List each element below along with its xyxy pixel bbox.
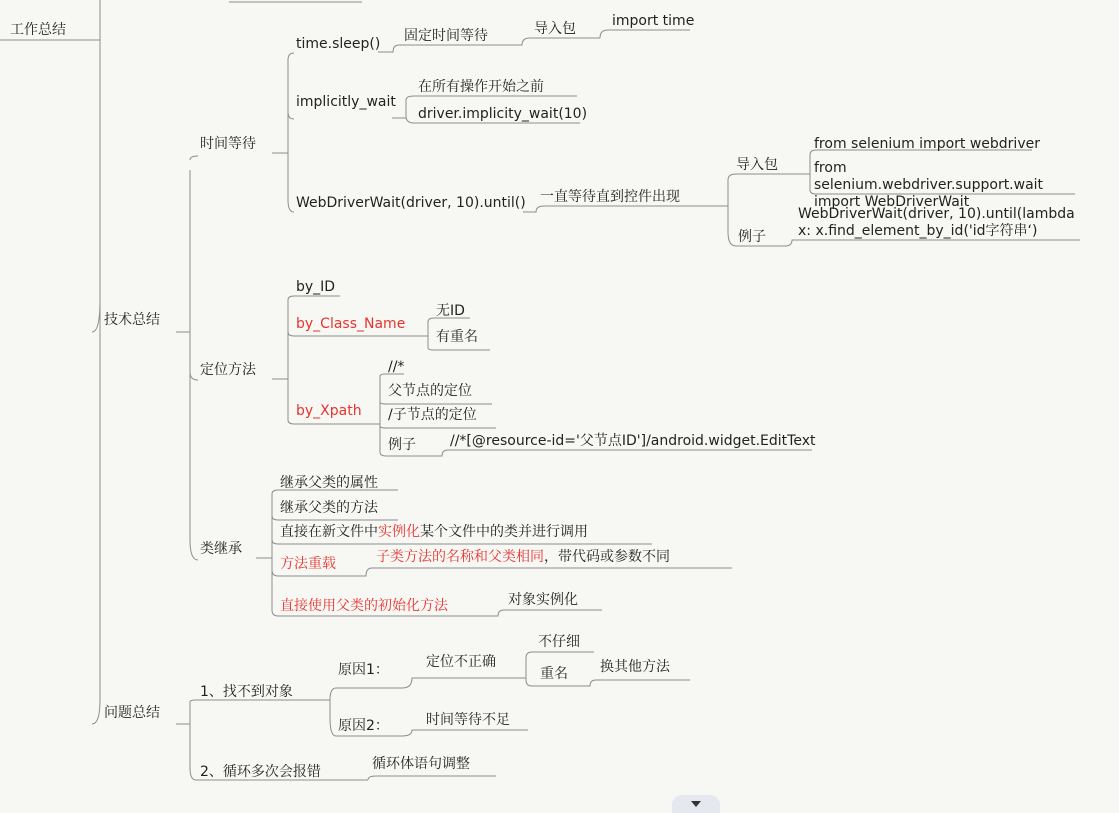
text-shilihua: 实例化 [378, 524, 420, 540]
node-by-xpath[interactable]: by_Xpath [296, 403, 362, 419]
node-you-chongming[interactable]: 有重名 [436, 329, 478, 345]
text-dai-daima: ，带代码或参数不同 [544, 549, 670, 565]
node-yuanyin-1[interactable]: 原因1： [338, 662, 389, 678]
node-lizi-1[interactable]: 例子 [738, 229, 766, 245]
node-implicitly-wait[interactable]: implicitly_wait [296, 94, 396, 110]
node-daorubao-2[interactable]: 导入包 [736, 157, 778, 173]
node-zijiedian-dingwei[interactable]: /子节点的定位 [388, 407, 477, 423]
node-daorubao-1[interactable]: 导入包 [534, 21, 576, 37]
node-xpath-all[interactable]: //* [388, 359, 405, 375]
chevron-down-icon [690, 800, 702, 808]
node-from-selenium-webdriver[interactable]: from selenium import webdriver [814, 136, 1040, 152]
node-fujiedian-dingwei[interactable]: 父节点的定位 [388, 383, 472, 399]
collapse-toggle[interactable] [672, 795, 720, 813]
node-time-sleep[interactable]: time.sleep() [296, 36, 381, 52]
node-yuanyin-2[interactable]: 原因2： [338, 718, 389, 734]
node-webdriverwait-example[interactable]: WebDriverWait(driver, 10).until(lambda x: x.find_element_by_id('id字符串‘) [798, 206, 1075, 239]
node-webdriverwait[interactable]: WebDriverWait(driver, 10).until() [296, 195, 526, 211]
node-zilei-fangfa[interactable] [376, 549, 670, 565]
node-bu-zixi[interactable]: 不仔细 [538, 634, 580, 650]
node-shijian-dengdai[interactable]: 时间等待 [200, 136, 256, 152]
node-xunhuanti-tiaozheng[interactable]: 循环体语句调整 [372, 756, 470, 772]
node-jishu-zongjie[interactable]: 技术总结 [104, 312, 160, 328]
node-jicheng-shuxing[interactable]: 继承父类的属性 [280, 475, 378, 491]
node-zhijie-shiyong[interactable]: 直接使用父类的初始化方法 [280, 598, 448, 614]
node-lizi-2[interactable]: 例子 [388, 437, 416, 453]
node-yizhi-dengdai[interactable]: 一直等待直到控件出现 [540, 189, 680, 205]
node-driver-implicity-wait[interactable]: driver.implicity_wait(10) [418, 106, 588, 122]
node-huan-qita-fangfa[interactable]: 换其他方法 [600, 659, 670, 675]
node-guding-shijian[interactable]: 固定时间等待 [404, 28, 488, 44]
node-jicheng-fangfa[interactable]: 继承父类的方法 [280, 500, 378, 516]
node-gongzuo-zongjie[interactable]: 工作总结 [10, 22, 66, 38]
node-chongming[interactable]: 重名 [540, 666, 568, 682]
node-zai-suoyou-caozuo[interactable]: 在所有操作开始之前 [418, 79, 544, 95]
text-zilei-fangfa-red: 子类方法的名称和父类相同 [376, 549, 544, 565]
node-import-time[interactable]: import time [612, 13, 695, 29]
node-zhaobudao-duixiang[interactable]: 1、找不到对象 [200, 684, 293, 700]
node-dingwei-buzhengque[interactable]: 定位不正确 [426, 654, 496, 670]
node-lei-jicheng[interactable]: 类继承 [200, 541, 242, 557]
node-dingwei-fangfa[interactable]: 定位方法 [200, 362, 256, 378]
text-zhijie: 直接在新文件中 [280, 524, 378, 540]
node-duixiang-shilihua[interactable]: 对象实例化 [508, 592, 578, 608]
node-wu-id[interactable]: 无ID [436, 303, 465, 319]
node-zhijie-shilihua[interactable] [280, 524, 588, 540]
node-xunhuan-duoci[interactable]: 2、循环多次会报错 [200, 764, 321, 780]
node-wenti-zongjie[interactable]: 问题总结 [104, 705, 160, 721]
node-from-selenium-wait[interactable]: from selenium.webdriver.support.wait import WebDriverWait [814, 160, 1044, 210]
text-moge-wenjian: 某个文件中的类并进行调用 [420, 524, 588, 540]
node-by-class-name[interactable]: by_Class_Name [296, 316, 406, 332]
node-shijian-dengdai-buzu[interactable]: 时间等待不足 [426, 712, 510, 728]
node-xpath-example[interactable]: //*[@resource-id='父节点ID']/android.widget.EditText [450, 433, 816, 449]
node-fangfa-chongzai[interactable]: 方法重载 [280, 556, 336, 572]
node-by-id[interactable]: by_ID [296, 279, 336, 295]
